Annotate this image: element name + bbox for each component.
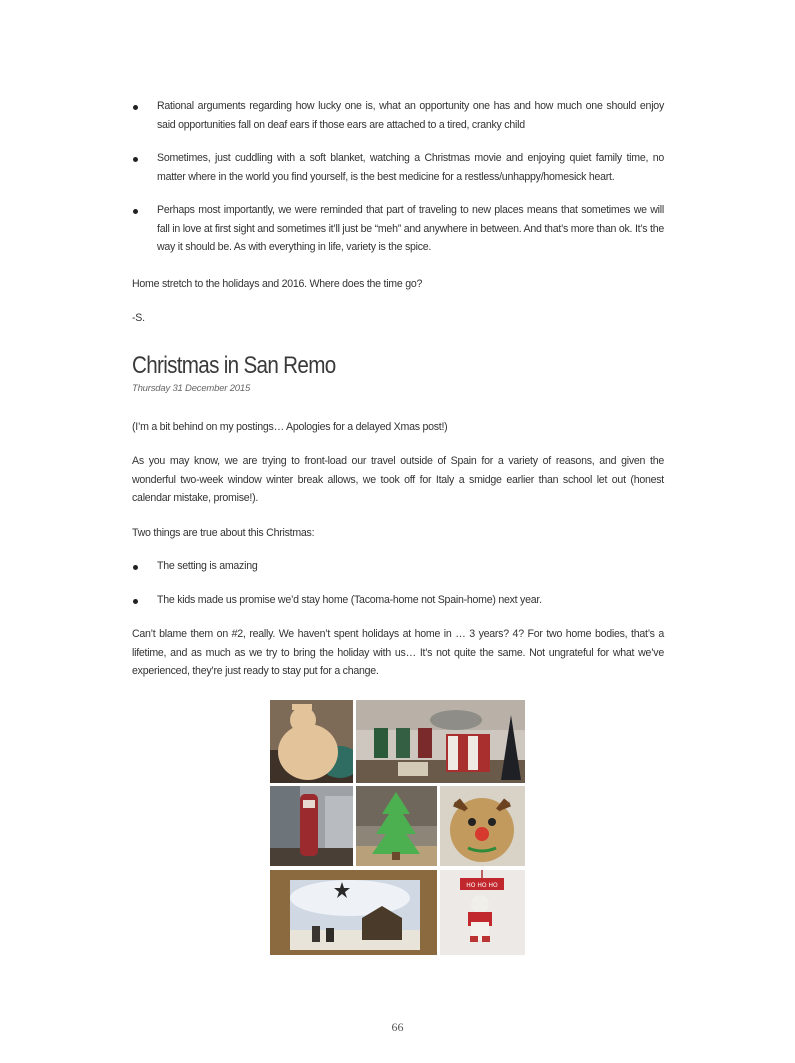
post-bullet-list	[132, 557, 664, 609]
nativity-photo	[270, 870, 437, 955]
signature: -S.	[132, 312, 145, 324]
list-item: Sometimes, just cuddling with a soft blanket, watching a Christmas movie and enjoying quiet family time, no matter where in the world you find yourself, is the best medicine for a restless/unhappy/homesick heart.	[132, 149, 664, 186]
post-title: Christmas in San Remo	[132, 352, 336, 379]
red-ornament-photo	[270, 786, 353, 866]
sign-text: HO HO HO	[466, 882, 498, 889]
snowman-photo	[270, 700, 353, 783]
paper-tree-photo	[356, 786, 437, 866]
reindeer-plate-photo	[440, 786, 525, 866]
post-paragraph: As you may know, we are trying to front-load our travel outside of Spain for a variety of reasons, and given the wonderful two-week window winter break allows, we took off for Italy a smidge earlier than school let out (honest calendar mistake, promise!).	[132, 455, 664, 504]
list-item: The setting is amazing	[132, 557, 664, 576]
bullet-dot	[133, 599, 138, 604]
page-number: 66	[391, 1020, 404, 1034]
stockings-photo	[356, 700, 525, 783]
bullet-dot	[133, 209, 138, 214]
bullet-dot	[133, 565, 138, 570]
list-item: The kids made us promise we’d stay home (Tacoma-home not Spain-home) next year.	[132, 591, 664, 610]
post-paragraph: Can’t blame them on #2, really. We haven’t spent holidays at home in … 3 years? 4? For two home bodies, that’s a lifetime, and as much as we try to bring the holiday with us… It’s not quite the same. Not ungrateful for what we’ve experienced, they’re just ready to stay put for a change.	[132, 628, 664, 677]
list-item: Perhaps most importantly, we were reminded that part of traveling to new places means that sometimes we will fall in love at first sight and sometimes it’ll just be “meh” and anywhere in between. And that’s more than ok. It’s the way it should be. As with everything in life, variety is the spice.	[132, 201, 664, 257]
ho-ho-ho-ornament-photo	[440, 870, 525, 955]
post-paragraph: Two things are true about this Christmas:	[132, 527, 315, 539]
closing-line: Home stretch to the holidays and 2016. Where does the time go?	[132, 278, 423, 290]
photo-collage	[270, 700, 525, 955]
bullet-dot	[133, 105, 138, 110]
post-intro: (I’m a bit behind on my postings… Apologies for a delayed Xmas post!)	[132, 421, 448, 433]
post-date: Thursday 31 December 2015	[132, 383, 251, 394]
top-bullet-list	[132, 97, 664, 257]
list-item: Rational arguments regarding how lucky one is, what an opportunity one has and how much one should enjoy said opportunities fall on deaf ears if those ears are attached to a tired, cranky child	[132, 97, 664, 134]
bullet-dot	[133, 157, 138, 162]
